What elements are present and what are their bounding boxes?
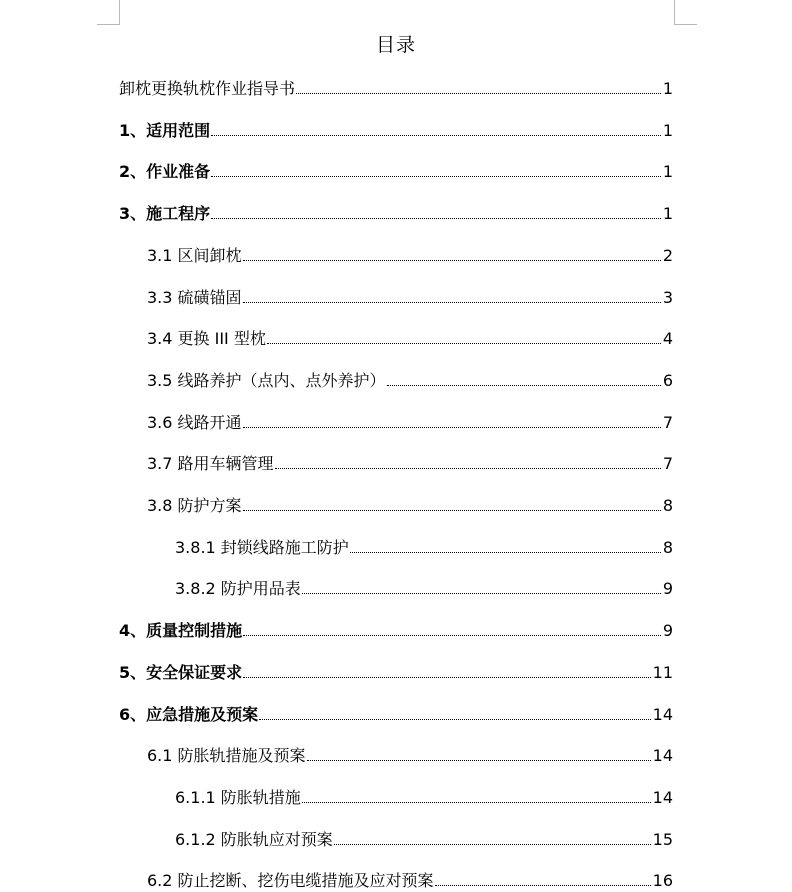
toc-entry-page-number: 4: [662, 329, 673, 349]
toc-entry[interactable]: [119, 702, 673, 726]
toc-entry-page-number: 6: [662, 370, 673, 390]
toc-entry-page-number: 3: [662, 287, 673, 307]
toc-entry-page-number: 7: [662, 412, 673, 432]
toc-entry[interactable]: [147, 285, 673, 309]
dot-leader: [334, 843, 651, 845]
toc-entry-text: 6.2 防止挖断、挖伤电缆措施及应对预案: [147, 871, 434, 891]
dot-leader: [211, 175, 661, 177]
toc-entry-page-number: 1: [662, 162, 673, 182]
dot-leader: [243, 509, 661, 511]
toc-entry-text: 1、适用范围: [119, 120, 211, 140]
dot-leader: [243, 259, 661, 261]
toc-entry-page-number: 1: [662, 204, 673, 224]
crop-mark-right: [674, 0, 697, 25]
toc-entry[interactable]: [119, 76, 673, 100]
dot-leader: [307, 759, 651, 761]
toc-entry-page-number: 2: [662, 245, 673, 265]
toc-entry-page-number: 14: [652, 746, 673, 766]
dot-leader: [350, 551, 661, 553]
toc-entry-text: 3.4 更换 III 型枕: [147, 329, 266, 349]
toc-entry[interactable]: [119, 618, 673, 642]
toc-entry-page-number: 7: [662, 454, 673, 474]
toc-entry[interactable]: [175, 576, 673, 600]
dot-leader: [302, 592, 661, 594]
toc-entry-text: 4、质量控制措施: [119, 621, 243, 641]
dot-leader: [243, 676, 651, 678]
toc-entry-text: 6.1.1 防胀轨措施: [175, 787, 301, 807]
toc-entry-text: 5、安全保证要求: [119, 662, 243, 682]
toc-entry[interactable]: [147, 743, 673, 767]
toc-entry[interactable]: [147, 326, 673, 350]
toc-entry[interactable]: [147, 410, 673, 434]
dot-leader: [302, 801, 651, 803]
toc-entry-page-number: 9: [662, 621, 673, 641]
toc-entry-page-number: 8: [662, 537, 673, 557]
dot-leader: [387, 384, 661, 386]
toc-entry[interactable]: [147, 868, 673, 892]
toc-entry-text: 3.3 硫磺锚固: [147, 287, 242, 307]
dot-leader: [211, 217, 661, 219]
toc-entry[interactable]: [119, 118, 673, 142]
dot-leader: [296, 92, 661, 94]
toc-entry-page-number: 14: [652, 704, 673, 724]
toc-entry-text: 3.8.1 封锁线路施工防护: [175, 537, 349, 557]
dot-leader: [243, 426, 661, 428]
toc-entry[interactable]: [175, 785, 673, 809]
toc-entry-text: 2、作业准备: [119, 162, 211, 182]
toc-entry-text: 6、应急措施及预案: [119, 704, 259, 724]
toc-entry-page-number: 15: [652, 829, 673, 849]
toc-entry-text: 3.8 防护方案: [147, 496, 242, 515]
toc-entry-page-number: 1: [662, 120, 673, 140]
toc-entry-page-number: 16: [652, 871, 673, 891]
toc-entry-text: 3.1 区间卸枕: [147, 245, 242, 265]
toc-entry[interactable]: [175, 535, 673, 559]
dot-leader: [243, 301, 661, 303]
toc-entry[interactable]: [147, 451, 673, 475]
toc-entry-page-number: 9: [662, 579, 673, 599]
crop-mark-left: [97, 0, 120, 25]
toc-entry[interactable]: [147, 368, 673, 392]
toc-entry-page-number: 14: [652, 787, 673, 807]
toc-title: 目录: [375, 34, 416, 56]
toc-entry-page-number: 1: [662, 79, 673, 98]
toc-entry-page-number: 8: [662, 496, 673, 515]
toc-entry-text: 卸枕更换轨枕作业指导书: [119, 79, 296, 98]
toc-entry-text: 3.5 线路养护（点内、点外养护）: [147, 370, 386, 390]
toc-entry[interactable]: [119, 660, 673, 684]
toc-entry[interactable]: [119, 201, 673, 225]
toc-entry[interactable]: [175, 827, 673, 851]
toc-entry[interactable]: [147, 493, 673, 517]
dot-leader: [243, 634, 661, 636]
toc-entry-text: 3.6 线路开通: [147, 412, 242, 432]
toc-entry-text: 6.1.2 防胀轨应对预案: [175, 829, 333, 849]
dot-leader: [435, 884, 651, 886]
dot-leader: [211, 134, 661, 136]
toc-entry[interactable]: [119, 159, 673, 183]
toc-entry-text: 3、施工程序: [119, 204, 211, 224]
dot-leader: [267, 342, 661, 344]
toc-entry-text: 6.1 防胀轨措施及预案: [147, 746, 306, 766]
toc-entry[interactable]: [147, 243, 673, 267]
dot-leader: [275, 467, 661, 469]
toc-entry-text: 3.8.2 防护用品表: [175, 579, 301, 599]
toc-entry-text: 3.7 路用车辆管理: [147, 454, 274, 474]
dot-leader: [259, 718, 651, 720]
toc-entry-page-number: 11: [652, 662, 673, 682]
